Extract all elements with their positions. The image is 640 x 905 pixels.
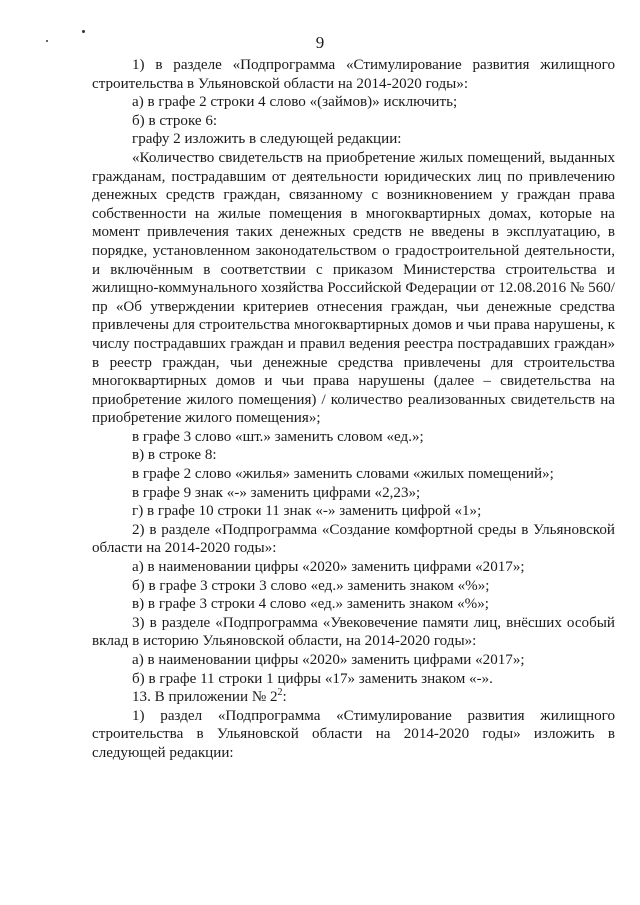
document-body [92, 56, 615, 763]
paragraph-column-2-words: в графе 2 слово «жилья» заменить словами «жилых помещений»; [132, 466, 554, 483]
paragraph-column-9: в графе 9 знак «-» заменить цифрами «2,23»; [132, 484, 421, 501]
paragraph-section-2-v: в) в графе 3 строки 4 слово «ед.» заменить знаком «%»; [132, 596, 489, 613]
paragraph-section-2-b: б) в графе 3 строки 3 слово «ед.» заменить знаком «%»; [132, 577, 490, 594]
appendix-13-text: 13. В приложении № 2 [132, 689, 278, 706]
paragraph-column-2: графу 2 изложить в следующей редакции: [132, 131, 402, 148]
paragraph-column-3: в графе 3 слово «шт.» заменить словом «ед.»; [132, 428, 424, 445]
paragraph-item-b: б) в строке 6: [132, 112, 218, 129]
paragraph-section-2-intro: 2) в разделе «Подпрограмма «Создание комфортной среды в Ульяновской области на 2014-2020 годы»: [92, 521, 615, 557]
paragraph-section-3-b: б) в графе 11 строки 1 цифры «17» заменить знаком «-». [132, 670, 493, 687]
paragraph-section-2-a: а) в наименовании цифры «2020» заменить цифрами «2017»; [132, 559, 525, 576]
paragraph-section-1-intro: 1) в разделе «Подпрограмма «Стимулирование развития жилищного строительства в Ульяновской области на 2014-2020 годы»: [92, 57, 615, 92]
paragraph-section-3-a: а) в наименовании цифры «2020» заменить цифрами «2017»; [132, 652, 525, 668]
paragraph-item-g: г) в графе 10 строки 11 знак «-» заменить цифрой «1»; [132, 503, 482, 520]
paragraph-appendix-13 [92, 688, 615, 707]
page-number: 9 [315, 33, 325, 52]
paragraph-section-3-intro: 3) в разделе «Подпрограмма «Увековечение памяти лиц, внёсших особый вклад в историю Ульяновской области, на 2014-2020 годы»: [92, 614, 615, 650]
paragraph-item-a: а) в графе 2 строки 4 слово «(займов)» исключить; [132, 94, 458, 111]
paragraph-appendix-13-item-1: 1) раздел «Подпрограмма «Стимулирование развития жилищного строительства в Ульяновской области на 2014-2020 годы» изложить в следующей редакции: [92, 707, 615, 761]
appendix-13-tail: : [282, 689, 287, 706]
paragraph-item-v: в) в строке 8: [132, 447, 217, 464]
appendix-13-superscript: 2 [277, 687, 283, 699]
paragraph-quote: «Количество свидетельств на приобретение жилых помещений, выданных гражданам, пострадавшим от деятельности юридических лиц по привлечению денежных средств граждан, связанному с возникновением у граждан права собственности на жилые помещения в многоквартирных домах, которые на момент привлечения таких денежных средств не введены в эксплуатацию, в порядке, установленном законодательством о градостроительной деятельности, и включённым в соответствии с приказом Министерства строительства и жилищно-коммунального хозяйства Российской Федерации от 12.08.2016 № 560/пр «Об утверждении критериев отнесения граждан, чьи денежные средства привлечены для строительства многоквартирных домов и чьи права нарушены, к числу пострадавших граждан и правил ведения реестра пострадавших граждан» в реестр граждан, чьи денежные средства привлечены для строительства многоквартирных домов и чьи права нарушены (далее – свидетельства на приобретение жилого помещения) / количество реализованных свидетельств на приобретение жилого помещения»; [92, 149, 615, 427]
